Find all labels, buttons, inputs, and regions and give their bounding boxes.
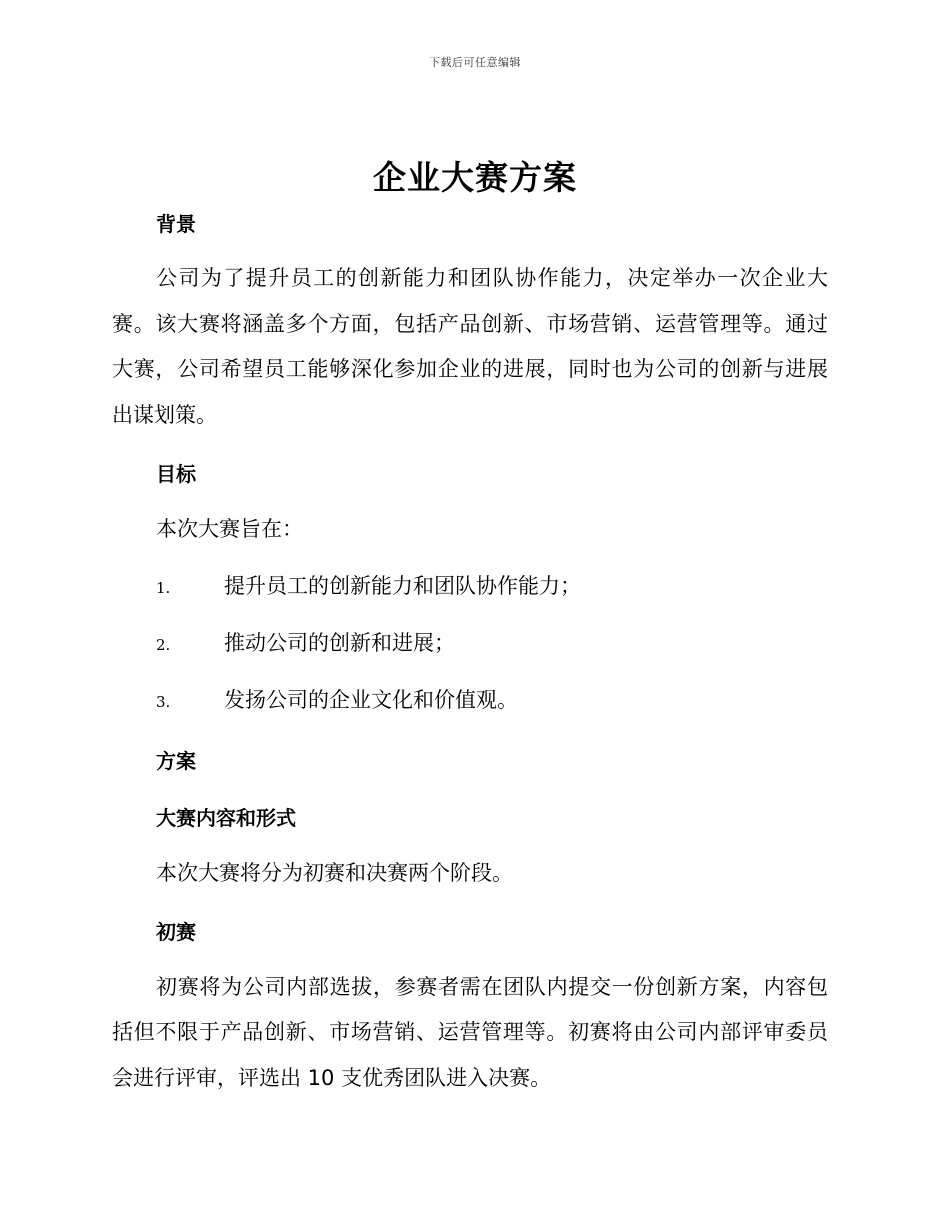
section-heading-content-format: 大赛内容和形式 (156, 806, 296, 830)
background-paragraph-line: 赛。该大赛将涵盖多个方面，包括产品创新、市场营销、运营管理等。通过 (112, 312, 828, 336)
section-heading-background: 背景 (156, 212, 196, 236)
list-number: 2. (156, 636, 171, 654)
preliminary-paragraph-line: 初赛将为公司内部选拔，参赛者需在团队内提交一份创新方案，内容包 (156, 975, 828, 999)
preliminary-paragraph-line: 会进行评审，评选出 10 支优秀团队进入决赛。 (112, 1066, 552, 1090)
content-format-text: 本次大赛将分为初赛和决赛两个阶段。 (156, 861, 513, 885)
background-paragraph-line: 出谋划策。 (112, 403, 217, 427)
section-heading-goals: 目标 (156, 462, 196, 486)
section-heading-preliminary: 初赛 (156, 920, 196, 944)
document-title: 企业大赛方案 (373, 158, 577, 197)
list-text: 推动公司的创新和进展； (224, 631, 455, 655)
header-note: 下载后可任意编辑 (429, 56, 521, 69)
list-text: 提升员工的创新能力和团队协作能力； (224, 574, 581, 598)
list-number: 1. (156, 579, 171, 597)
section-heading-plan: 方案 (156, 749, 196, 773)
goals-intro: 本次大赛旨在： (156, 517, 303, 541)
background-paragraph-line: 大赛，公司希望员工能够深化参加企业的进展，同时也为公司的创新与进展 (112, 357, 828, 381)
preliminary-paragraph-line: 括但不限于产品创新、市场营销、运营管理等。初赛将由公司内部评审委员 (112, 1020, 828, 1044)
background-paragraph-line: 公司为了提升员工的创新能力和团队协作能力，决定举办一次企业大 (156, 266, 828, 290)
list-text: 发扬公司的企业文化和价值观。 (224, 688, 518, 712)
list-number: 3. (156, 693, 171, 711)
